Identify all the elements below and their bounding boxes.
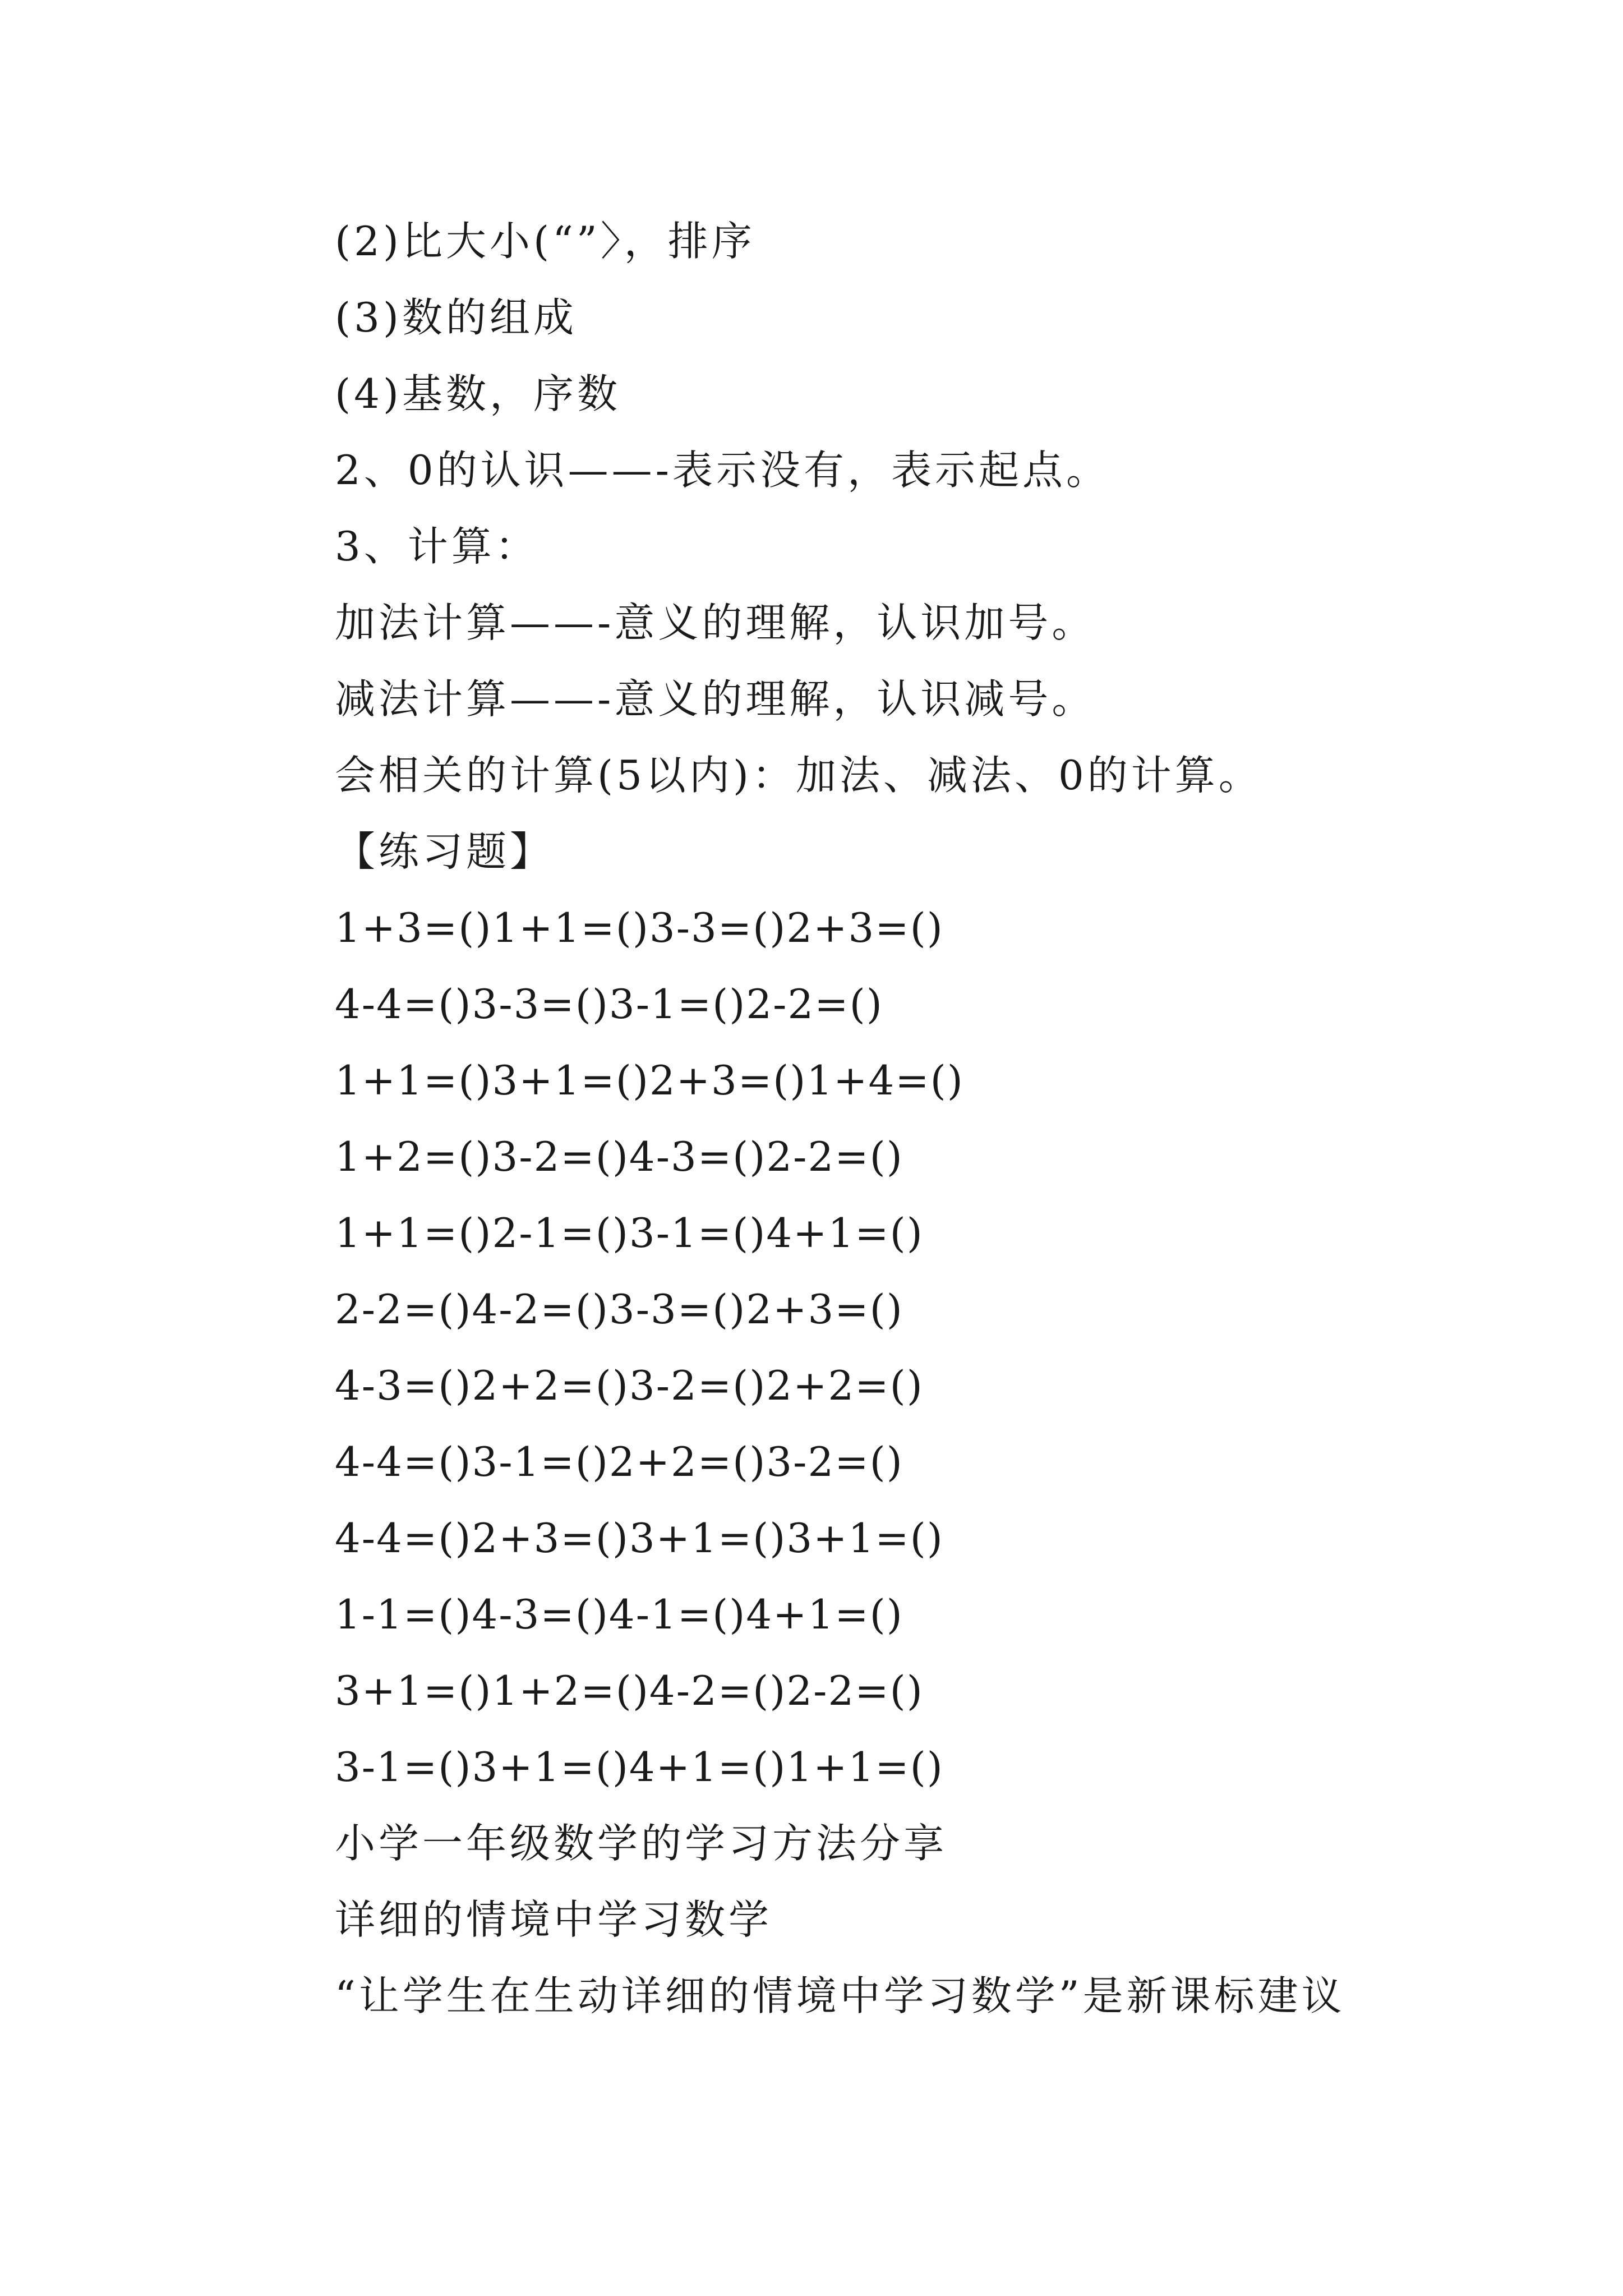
section-title-learning-methods: 小学一年级数学的学习方法分享 — [335, 1820, 948, 1867]
exercise-row: 4-3=()2+2=()3-2=()2+2=() — [335, 1362, 924, 1409]
subsection-title-situational-learning: 详细的情境中学习数学 — [335, 1896, 773, 1943]
exercise-row: 1+1=()3+1=()2+3=()1+4=() — [335, 1057, 964, 1104]
text-line-curriculum-quote: “让学生在生动详细的情境中学习数学”是新课标建议 — [335, 1972, 1345, 2019]
exercise-heading: 【练习题】 — [335, 828, 554, 875]
text-line-addition: 加法计算——-意义的理解，认识加号。 — [335, 599, 1096, 646]
exercise-row: 1-1=()4-3=()4-1=()4+1=() — [335, 1591, 903, 1638]
exercise-row: 3+1=()1+2=()4-2=()2-2=() — [335, 1667, 924, 1714]
exercise-row: 1+2=()3-2=()4-3=()2-2=() — [335, 1133, 903, 1180]
exercise-row: 3-1=()3+1=()4+1=()1+1=() — [335, 1743, 944, 1791]
exercise-row: 2-2=()4-2=()3-3=()2+3=() — [335, 1286, 903, 1333]
text-line-subtraction: 减法计算——-意义的理解，认识减号。 — [335, 675, 1096, 723]
exercise-row: 4-4=()2+3=()3+1=()3+1=() — [335, 1515, 944, 1562]
text-line-calculation-heading: 3、计算： — [335, 523, 539, 570]
text-line-compare-size: (2)比大小(“”〉，排序 — [335, 218, 755, 265]
exercise-row: 1+1=()2-1=()3-1=()4+1=() — [335, 1209, 924, 1257]
exercise-row: 4-4=()3-3=()3-1=()2-2=() — [335, 981, 883, 1028]
text-line-zero: 2、0的认识——-表示没有，表示起点。 — [335, 447, 1110, 494]
exercise-row: 1+3=()1+1=()3-3=()2+3=() — [335, 904, 944, 951]
exercise-row: 4-4=()3-1=()2+2=()3-2=() — [335, 1438, 903, 1485]
text-line-cardinal-ordinal: (4)基数，序数 — [335, 370, 621, 417]
text-line-related-calculation: 会相关的计算(5以内)：加法、减法、0的计算。 — [335, 752, 1262, 799]
text-line-number-composition: (3)数的组成 — [335, 294, 577, 341]
